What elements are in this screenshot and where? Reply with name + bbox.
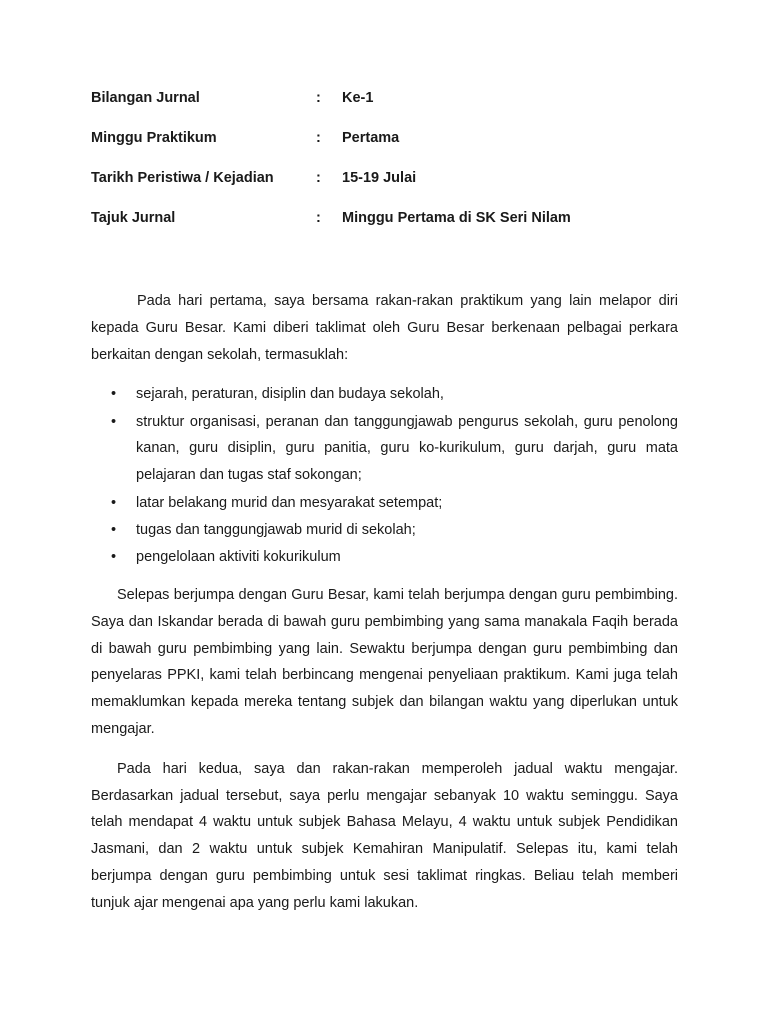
list-item-text: pengelolaan aktiviti kokurikulum [136, 549, 341, 566]
list-item-text: tugas dan tanggungjawab murid di sekolah; [136, 521, 416, 538]
meta-colon: : [316, 170, 321, 186]
paragraph-mentor-meeting: Selepas berjumpa dengan Guru Besar, kami telah berjumpa dengan guru pembimbing. Saya dan Iskandar berada di bawah guru pembimbing yang sama manakala Faqih berada di bawah guru pembimbing yang lain. Sewaktu berjumpa dengan guru pembimbing dan penyelaras PPKI, kami telah berbincang mengenai penyeliaan praktikum. Kami juga telah memaklumkan kepada mereka tentang subjek dan bilangan waktu yang diperlukan untuk mengajar. [91, 586, 678, 737]
list-item-text: struktur organisasi, peranan dan tanggungjawab pengurus sekolah, guru penolong kanan, guru disiplin, guru panitia, guru ko-kurikulum, guru darjah, guru mata pelajaran dan tugas staf sokongan; [136, 413, 678, 484]
bullet-icon: • [111, 413, 117, 430]
list-item [91, 490, 678, 517]
meta-value: Minggu Pertama di SK Seri Nilam [342, 210, 571, 226]
list-item [91, 381, 678, 408]
meta-colon: : [316, 210, 321, 226]
meta-value: Ke-1 [342, 90, 374, 106]
meta-row-journal-number [91, 90, 691, 130]
meta-row-event-date [91, 170, 691, 210]
journal-body [91, 288, 678, 930]
paragraph-timetable: Pada hari kedua, saya dan rakan-rakan memperoleh jadual waktu mengajar. Berdasarkan jadual tersebut, saya perlu mengajar sebanyak 10 waktu seminggu. Saya telah mendapat 4 waktu untuk subjek Bahasa Melayu, 4 waktu untuk subjek Pendidikan Jasmani, dan 2 waktu untuk subjek Kemahiran Manipulatif. Selepas itu, kami telah berjumpa dengan guru pembimbing untuk sesi taklimat ringkas. Beliau telah memberi tunjuk ajar mengenai apa yang perlu kami lakukan. [91, 760, 678, 911]
bullet-icon: • [111, 494, 117, 511]
paragraph-intro: Pada hari pertama, saya bersama rakan-rakan praktikum yang lain melapor diri kepada Guru Besar. Kami diberi taklimat oleh Guru Besar berkenaan pelbagai perkara berkaitan dengan sekolah, termasuklah: [91, 293, 678, 363]
bullet-icon: • [111, 521, 117, 538]
meta-value: 15-19 Julai [342, 170, 417, 186]
journal-meta-table [91, 90, 691, 250]
bullet-icon: • [111, 549, 117, 566]
list-item-text: latar belakang murid dan mesyarakat setempat; [136, 494, 443, 511]
meta-value: Pertama [342, 130, 400, 146]
meta-colon: : [316, 130, 321, 146]
meta-colon: : [316, 90, 321, 106]
list-item-text: sejarah, peraturan, disiplin dan budaya sekolah, [136, 386, 444, 403]
bullet-icon: • [111, 386, 117, 403]
list-item [91, 544, 678, 571]
list-item [91, 409, 678, 489]
meta-row-journal-title [91, 210, 691, 250]
briefing-topics-list [91, 381, 678, 571]
meta-label: Bilangan Jurnal [91, 90, 200, 106]
meta-label: Tarikh Peristiwa / Kejadian [91, 170, 274, 186]
list-item [91, 517, 678, 544]
meta-row-practicum-week [91, 130, 691, 170]
meta-label: Tajuk Jurnal [91, 210, 176, 226]
meta-label: Minggu Praktikum [91, 130, 217, 146]
